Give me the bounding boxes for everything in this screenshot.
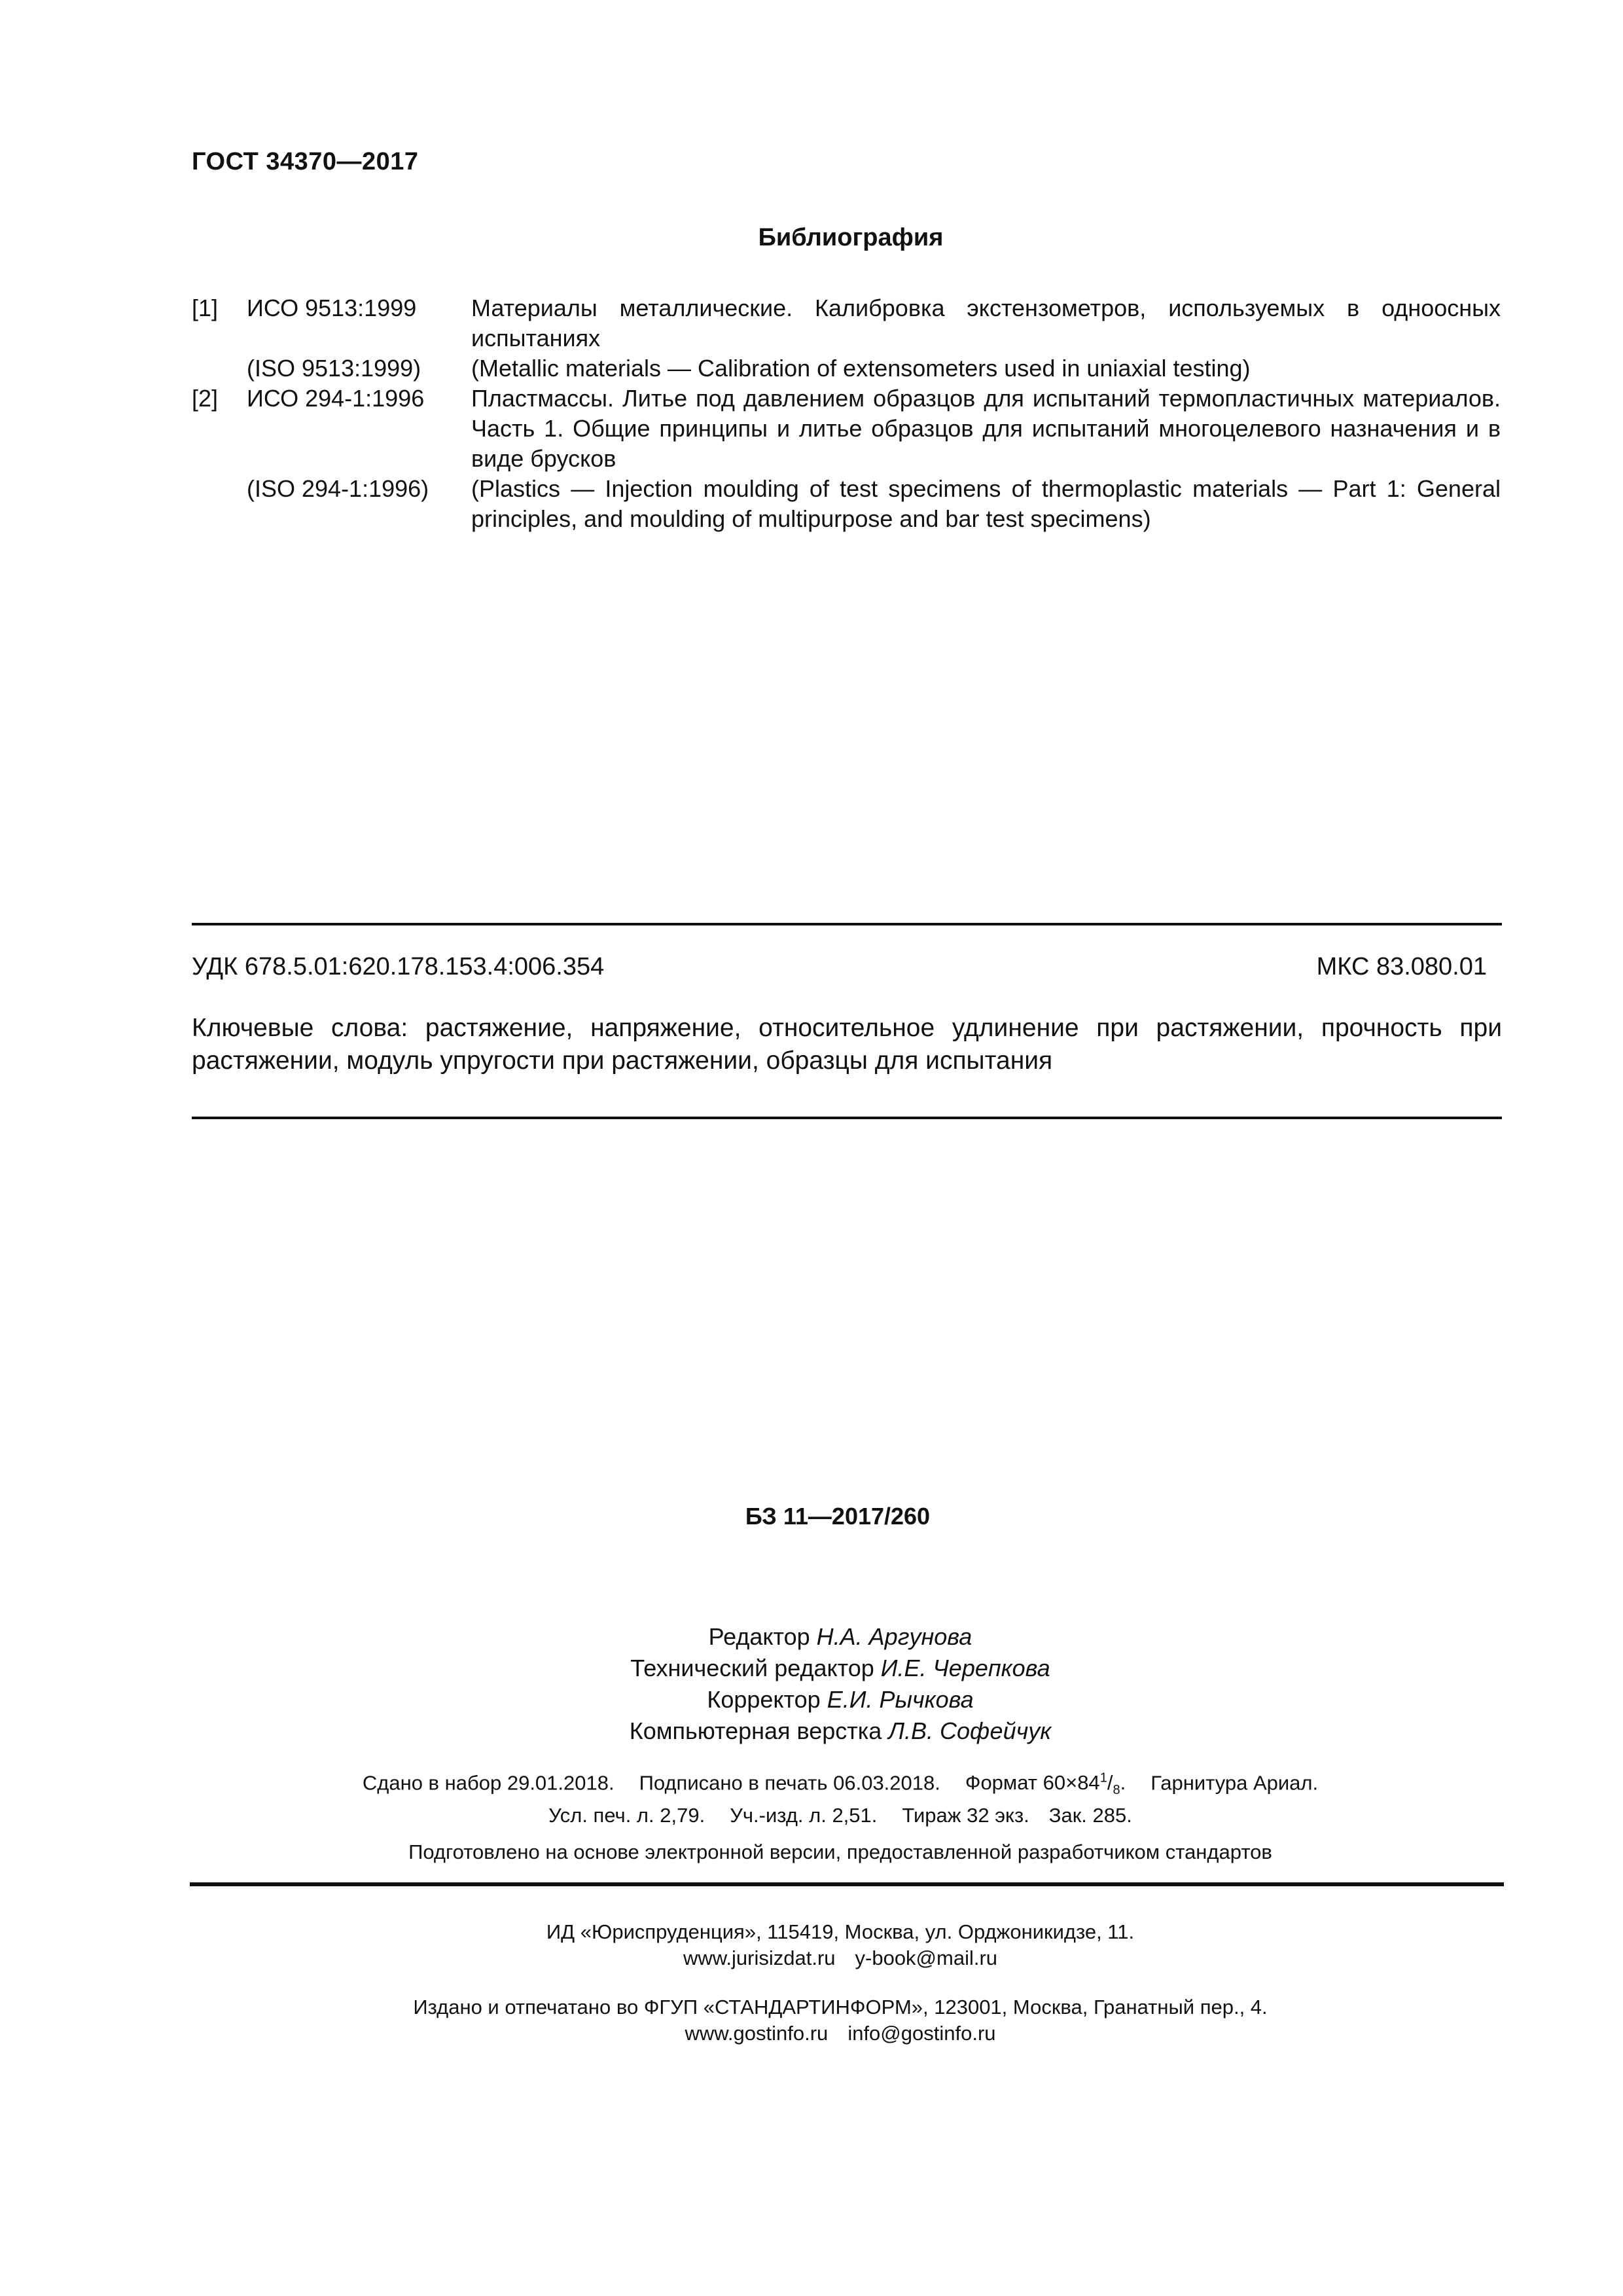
staff-list <box>0 1621 1623 1747</box>
bz-code: БЗ 11—2017/260 <box>745 1503 931 1530</box>
staff-proofreader <box>58 1684 1623 1715</box>
submitted-date: Сдано в набор 29.01.2018. <box>362 1771 615 1795</box>
printer-contacts <box>58 2020 1623 2047</box>
entry-code-en: (ISO 9513:1999) <box>247 355 421 382</box>
udk-code: УДК 678.5.01:620.178.153.4:006.354 <box>192 953 605 980</box>
entry-code-en: (ISO 294-1:1996) <box>247 475 429 502</box>
staff-layout <box>58 1715 1623 1747</box>
staff-name: Е.И. Рычкова <box>827 1686 974 1713</box>
entry-title-ru: Материалы металлические. Калибровка экстензометров, используемых в одноосных испытаниях <box>471 295 1501 351</box>
divider-bottom <box>192 1117 1502 1119</box>
staff-role: Редактор <box>708 1623 810 1650</box>
bibliography-entry-2 <box>192 384 1501 474</box>
print-info <box>0 1766 1623 1828</box>
bibliography-entry-1 <box>192 293 1501 353</box>
staff-name: Н.А. Аргунова <box>816 1623 972 1650</box>
bibliography-entry-1-en <box>192 353 1501 384</box>
pub-sheets: Уч.-изд. л. 2,51. <box>730 1803 878 1827</box>
signed-date: Подписано в печать 06.03.2018. <box>639 1771 940 1795</box>
keywords-text: Ключевые слова: растяжение, напряжение, относительное удлинение при растяжении, прочность при растяжении, модуль упругости при растяжении, образцы для испытания <box>192 1014 1502 1075</box>
staff-role: Корректор <box>707 1686 821 1713</box>
printer-address: Издано и отпечатано во ФГУП «СТАНДАРТИНФОРМ», 123001, Москва, Гранатный пер., 4. <box>413 1996 1268 2018</box>
print-sheets: Усл. печ. л. 2,79. <box>548 1803 705 1827</box>
entry-title-ru: Пластмассы. Литье под давлением образцов для испытаний термопластичных материалов. Часть 1. Общие принципы и литье образцов для испытаний многоцелевого назначения и в виде брусков <box>471 385 1501 472</box>
printer-website: www.gostinfo.ru <box>685 2022 829 2045</box>
staff-name: И.Е. Черепкова <box>880 1655 1050 1681</box>
printer-info <box>0 1994 1623 2047</box>
prepared-note: Подготовлено на основе электронной версии, предоставленной разработчиком стандартов <box>408 1840 1272 1863</box>
print-run: Тираж 32 экз. <box>902 1803 1029 1827</box>
print-info-line-2 <box>58 1803 1623 1828</box>
entry-title-en: (Metallic materials — Calibration of extensometers used in uniaxial testing) <box>471 355 1251 382</box>
publisher-info <box>0 1919 1623 1971</box>
bibliography-title: Библиография <box>758 224 944 251</box>
publisher-address: ИД «Юриспруденция», 115419, Москва, ул. Орджоникидзе, 11. <box>546 1920 1135 1943</box>
entry-code-ru: ИСО 9513:1999 <box>247 295 417 321</box>
mks-code: МКС 83.080.01 <box>1316 953 1487 980</box>
staff-role: Технический редактор <box>630 1655 874 1681</box>
divider-imprint <box>190 1882 1504 1886</box>
print-info-line-1 <box>58 1766 1623 1803</box>
staff-editor <box>58 1621 1623 1653</box>
entry-number: [1] <box>192 295 219 321</box>
font-name: Гарнитура Ариал. <box>1150 1771 1319 1795</box>
publisher-website: www.jurisizdat.ru <box>683 1946 836 1969</box>
publisher-contacts <box>58 1945 1623 1971</box>
printer-email: info@gostinfo.ru <box>847 2022 996 2045</box>
bibliography-list <box>192 293 1501 534</box>
bibliography-entry-2-en <box>192 474 1501 534</box>
publisher-email: y-book@mail.ru <box>855 1946 998 1969</box>
order-number: Зак. 285. <box>1048 1803 1132 1827</box>
paper-format: Формат $60\times 84^1/_8$. <box>965 1771 1126 1798</box>
staff-tech-editor <box>58 1653 1623 1684</box>
entry-code-ru: ИСО 294-1:1996 <box>247 385 425 412</box>
divider-top <box>192 923 1502 925</box>
entry-title-en: (Plastics — Injection moulding of test specimens of thermoplastic materials — Part 1: General principles, and moulding of multipurpose and bar test specimens) <box>471 475 1501 532</box>
staff-role: Компьютерная верстка <box>629 1717 882 1744</box>
document-number: ГОСТ 34370—2017 <box>192 148 419 175</box>
entry-number: [2] <box>192 385 219 412</box>
staff-name: Л.В. Софейчук <box>888 1717 1052 1744</box>
